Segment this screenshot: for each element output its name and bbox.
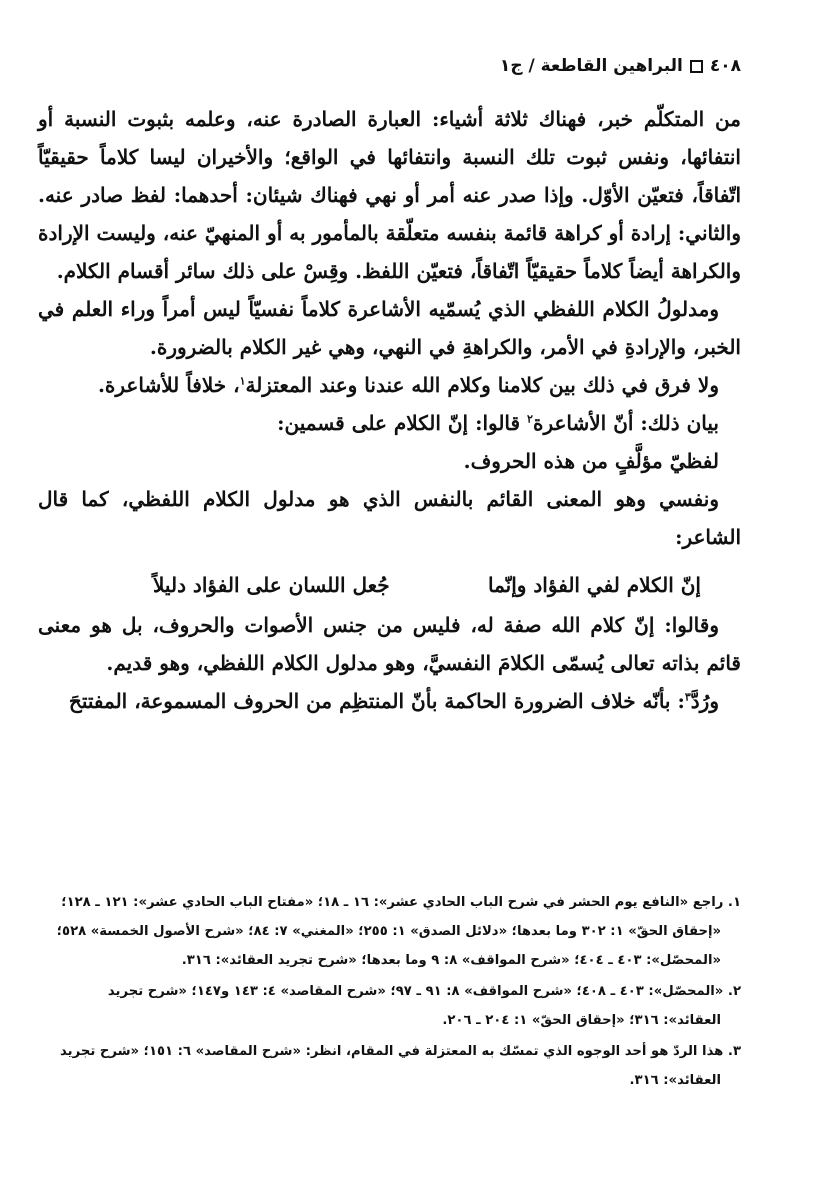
paragraph-6: ونفسي وهو المعنى القائم بالنفس الذي هو مدلول الكلام اللفظي، كما قال الشاعر: (38, 487, 741, 549)
paragraph-4: بيان ذلك: أنّ الأشاعرة$^٢$ قالوا: إنّ الكلام على قسمين: (277, 411, 719, 435)
footnote-3: ٣. هذا الردّ هو أحد الوجوه الذي تمسّك به المعتزلة في المقام، انظر: «شرح المقاصد» ٦: ١٥١؛ «شرح تجريد العقائد»: ٣١٦. (60, 1044, 741, 1088)
footnote-ref-1[interactable]: ١ (239, 374, 246, 388)
paragraph-2: ومدلولُ الكلام اللفظي الذي يُسمّيه الأشاعرة كلاماً نفسيّاً ليس أمراً وراء العلم في الخبر، والإرادةِ في الأمر، والكراهةِ في النهي، وهي غير الكلام بالضرورة. (38, 297, 741, 359)
verse-hemistich-2: جُعل اللسان على الفؤاد دليلاً (153, 573, 390, 597)
poetry-verse (38, 566, 741, 604)
footnote-ref-2[interactable]: ٢ (527, 412, 533, 426)
verse-hemistich-1: إنّ الكلام لفي الفؤاد وإنّما (488, 573, 701, 597)
paragraph-3: ولا فرق في ذلك بين كلامنا وكلام الله عندنا وعند المعتزلة$^١$، خلافاً للأشاعرة. (97, 373, 719, 397)
paragraph-8: ورُدَّ$^٣$: بأنّه خلاف الضرورة الحاكمة بأنّ المنتظِم من الحروف المسموعة، المفتتحَ (68, 689, 719, 713)
header-separator-square-icon (690, 60, 703, 73)
running-title: البراهين القاطعة / ج١ (499, 56, 683, 76)
footnote-ref-3[interactable]: ٣ (684, 690, 691, 704)
footnotes (38, 888, 741, 1097)
footnote-2: ٢. «المحصّل»: ٤٠٣ ـ ٤٠٨؛ «شرح المواقف» ٨: ٩١ ـ ٩٧؛ «شرح المقاصد» ٤: ١٤٣ و١٤٧؛ «شرح تجريد العقائد»: ٣١٦؛ «إحقاق الحقّ» ١: ٢٠٤ ـ ٢٠٦. (107, 984, 741, 1028)
paragraph-7: وقالوا: إنّ كلام الله صفة له، فليس من جنس الأصوات والحروف، بل هو معنى قائم بذاته تعالى يُسمّى الكلامَ النفسيَّ، وهو مدلول الكلام اللفظي، وهو قديم. (38, 613, 741, 675)
running-header (500, 56, 741, 76)
page-number: ٤٠٨ (709, 56, 741, 76)
footnote-1: ١. راجع «النافع يوم الحشر في شرح الباب الحادي عشر»: ١٦ ـ ١٨؛ «مفتاح الباب الحادي عشر»: ١٢١ ـ ١٢٨؛ «إحقاق الحقّ» ١: ٣٠٢ وما بعدها؛ «دلائل الصدق» ١: ٢٥٥؛ «المغني» ٧: ٨٤؛ «شرح الأصول الخمسة» ٥٢٨؛ «المحصّل»: ٤٠٣ ـ ٤٠٤؛ «شرح المواقف» ٨: ٩ وما بعدها؛ «شرح تجريد العقائد»: ٣١٦. (56, 895, 741, 968)
bayan-label: بيان ذلك: (640, 411, 719, 435)
paragraph-5: لفظيّ مؤلَّفٍ من هذه الحروف. (463, 449, 719, 473)
paragraph-1: من المتكلّم خبر، فهناك ثلاثة أشياء: العبارة الصادرة عنه، وعلمه بثبوت النسبة أو انتفائها، ونفس ثبوت تلك النسبة وانتفائها في الواقع؛ والأخيران ليسا كلاماً حقيقيّاً اتّفاقاً، فتعيّن الأوّل. وإذا صدر عنه أمر أو نهي فهناك شيئان: أحدهما: لفظ صادر عنه. والثاني: إرادة أو كراهة قائمة بنفسه متعلّقة بالمأمور به أو المنهيّ عنه، وليست الإرادة والكراهة أيضاً كلاماً حقيقيّاً اتّفاقاً، فتعيّن اللفظ. وقِسْ على ذلك سائر أقسام الكلام. (38, 107, 741, 283)
main-text (38, 100, 741, 720)
